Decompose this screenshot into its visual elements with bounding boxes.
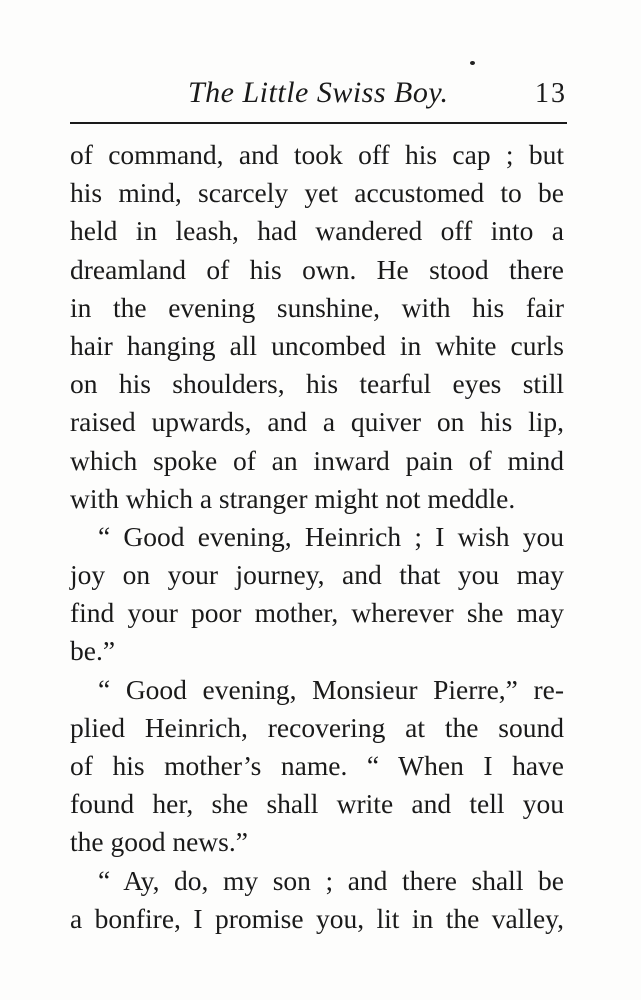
text-line: his mind, scarcely yet accustomed to be [70, 177, 564, 209]
text-line: “ Good evening, Monsieur Pierre,” re- [98, 673, 564, 705]
text-line: of command, and took off his cap ; but [70, 139, 564, 170]
print-speck [470, 61, 475, 65]
page-number: 13 [535, 78, 567, 109]
text-line: “ Ay, do, my son ; and there shall be [98, 864, 564, 896]
text-line: be.” [70, 635, 116, 667]
text-line: raised upwards, and a quiver on his lip, [70, 406, 564, 438]
text-line: “ Good evening, Heinrich ; I wish you [98, 520, 564, 552]
text-line: hair hanging all uncombed in white curls [70, 329, 564, 361]
text-line: dreamland of his own. He stood there [70, 253, 564, 285]
text-line: a bonfire, I promise you, lit in the valley, [70, 902, 564, 934]
text-line: joy on your journey, and that you may [70, 559, 564, 591]
text-line: with which a stranger might not meddle. [70, 482, 516, 514]
text-line: of his mother’s name. “ When I have [70, 750, 564, 781]
running-head [70, 76, 567, 116]
text-line: the good news.” [70, 826, 248, 858]
running-title: The Little Swiss Boy. [188, 76, 449, 109]
text-line: held in leash, had wandered off into a [70, 215, 564, 247]
text-line: on his shoulders, his tearful eyes still [70, 368, 564, 400]
text-line: in the evening sunshine, with his fair [70, 291, 564, 323]
body-text [70, 136, 564, 938]
text-line: found her, she shall write and tell you [70, 788, 564, 820]
text-line: plied Heinrich, recovering at the sound [70, 711, 564, 743]
header-rule [70, 122, 567, 124]
text-line: find your poor mother, wherever she may [70, 597, 564, 629]
text-line: which spoke of an inward pain of mind [70, 444, 564, 476]
